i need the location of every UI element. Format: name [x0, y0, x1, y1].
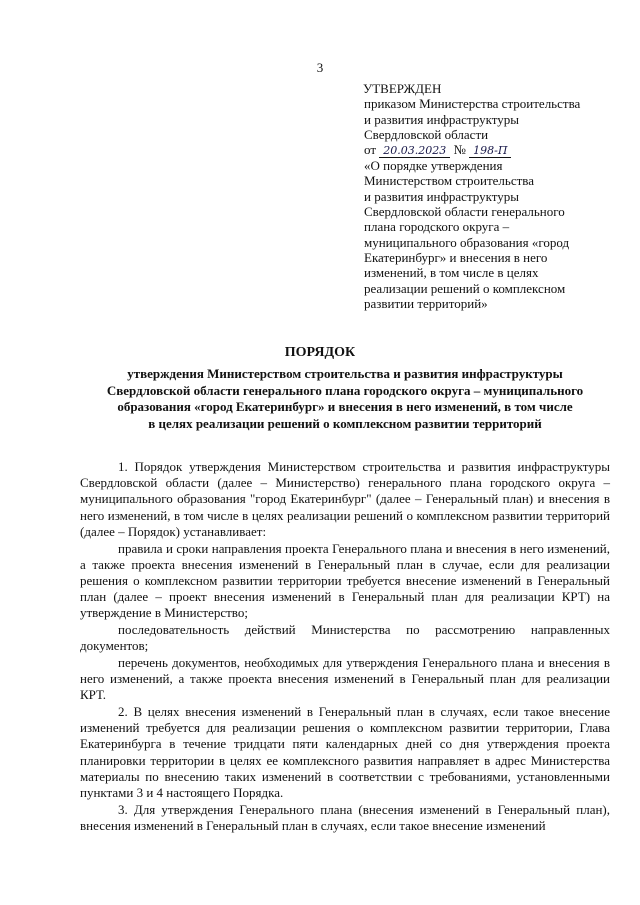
- approval-date-line: [364, 142, 614, 158]
- approval-line: приказом Министерства строительства: [364, 96, 581, 112]
- paragraph: последовательность действий Министерства по рассмотрению направленных документов;: [80, 622, 610, 654]
- subtitle-line: образования «город Екатеринбург» и внесения в него изменений, в том числе: [117, 399, 573, 414]
- approval-about-line: и развития инфраструктуры: [364, 188, 520, 204]
- paragraph: перечень документов, необходимых для утверждения Генерального плана и внесения в него изменений, а также проекта внесения изменений в Генеральный план для реализации КРТ.: [80, 654, 610, 703]
- approval-about-line: муниципального образования «город: [364, 234, 570, 250]
- subtitle-line: Свердловской области генерального плана городского округа – муниципального: [106, 382, 584, 398]
- handwritten-date: 20.03.2023: [379, 145, 450, 158]
- approval-about-line: Министерством строительства: [364, 173, 535, 189]
- subtitle-line: утверждения Министерством строительства и развития инфраструктуры: [127, 366, 563, 381]
- approval-about-line: реализации решений о комплексном: [364, 280, 566, 296]
- approval-line: и развития инфраструктуры: [364, 111, 520, 127]
- approval-about-line: «О порядке утверждения: [364, 158, 503, 174]
- date-prefix: от: [364, 142, 377, 158]
- document-subtitle: [80, 366, 610, 432]
- subtitle-line: в целях реализации решений о комплексном развитии территорий: [148, 415, 542, 431]
- approval-about-line: изменений, в том числе в целях: [364, 265, 539, 281]
- paragraph: правила и сроки направления проекта Генерального плана и внесения в него изменений, а также проекта внесения изменений в Генеральный план в случае, если для реализации решения о комплексном развитии территории требуется внесение изменений в Генеральный план (далее – проект внесения изменений в Генеральный план для реализации КРТ) на утверждение в Министерство;: [80, 540, 610, 621]
- approval-about-line: Свердловской области генерального: [364, 204, 565, 220]
- approval-heading: УТВЕРЖДЕН: [363, 81, 442, 96]
- handwritten-number: 198-П: [469, 145, 511, 158]
- document-title: ПОРЯДОК: [284, 345, 356, 360]
- approval-about-line: Екатеринбург» и внесения в него: [364, 249, 548, 265]
- document-body: [80, 459, 610, 835]
- approval-about-line: развитии территорий»: [364, 295, 488, 311]
- approval-block: [364, 81, 614, 311]
- paragraph: 2. В целях внесения изменений в Генеральный план в случаях, если такое внесение изменений требуется для реализации решения о комплексном развитии территории, Глава Екатеринбурга в течение тридцати пяти календарных дней со дня утверждения проекта планировки территории в целях ее комплексного развития направляет в адрес Министерства материалы по внесению таких изменений в соответствии с требованиями, установленными пунктами 3 и 4 настоящего Порядка.: [80, 704, 610, 801]
- approval-about-line: плана городского округа –: [364, 219, 510, 235]
- paragraph: 1. Порядок утверждения Министерством строительства и развития инфраструктуры Свердловской области (далее – Министерство) генерального плана городского округа – муниципального образования "город Екатеринбург" (далее – Генеральный план) и внесения в него изменений, в том числе в целях реализации решений о комплексном развитии территорий (далее – Порядок) устанавливает:: [80, 459, 610, 539]
- paragraph: 3. Для утверждения Генерального плана (внесения изменений в Генеральный план), внесения изменений в Генеральный план в случаях, если такое внесение изменений: [80, 801, 610, 833]
- page-number: 3: [316, 60, 324, 75]
- number-sign: №: [453, 142, 466, 158]
- approval-line: Свердловской области: [364, 126, 489, 142]
